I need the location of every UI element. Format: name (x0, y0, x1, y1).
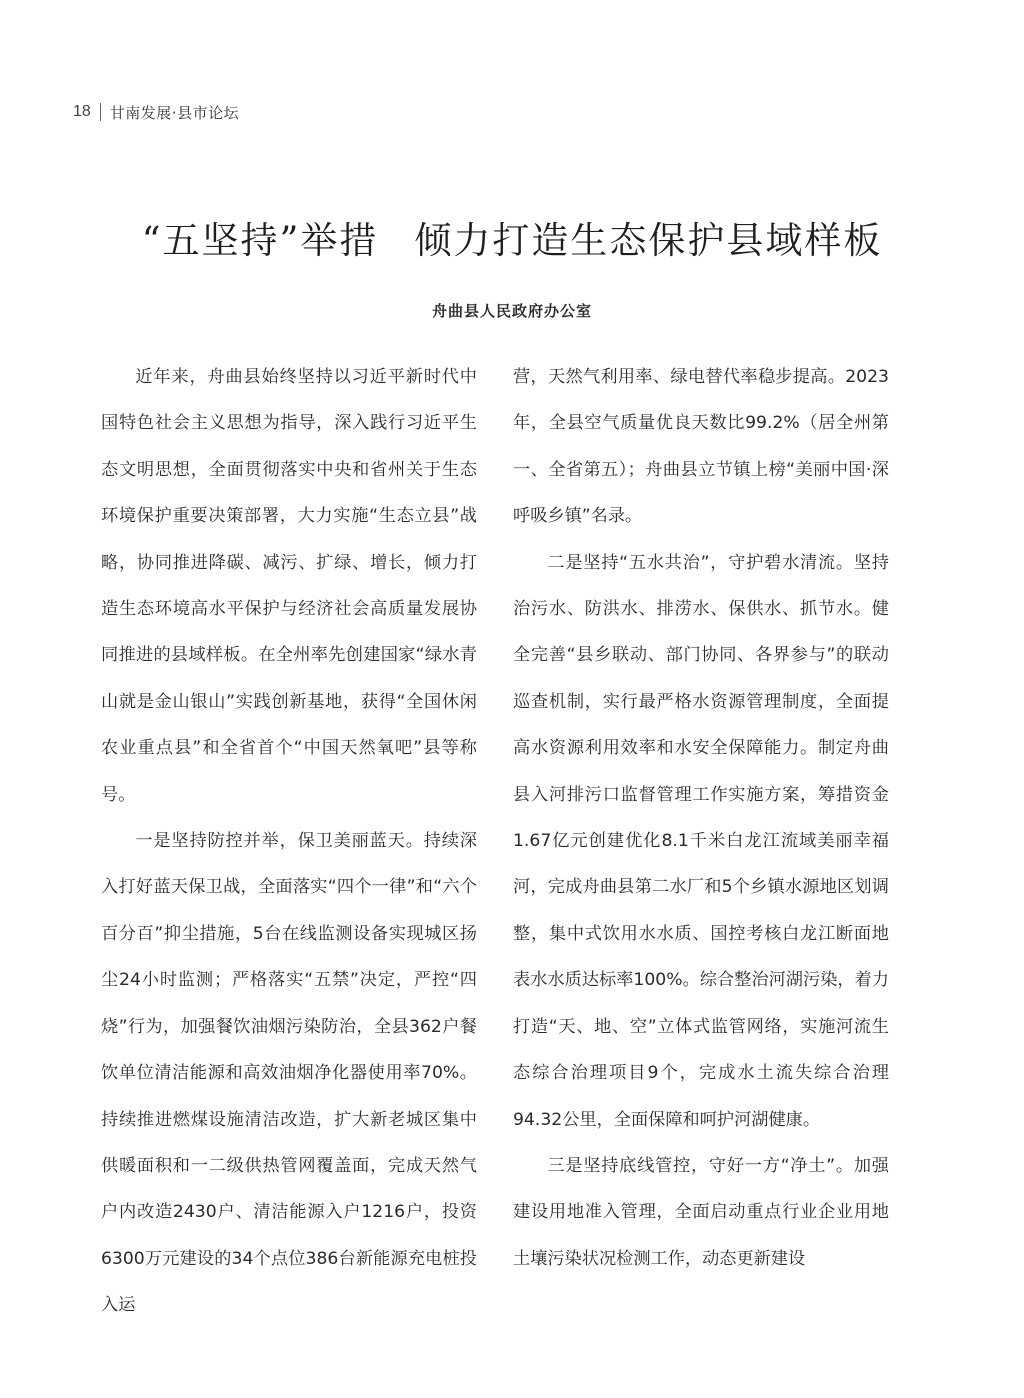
section-name: 甘南发展·县市论坛 (109, 103, 240, 122)
left-column (101, 354, 477, 1329)
article-title (0, 210, 1024, 264)
page-number: 18 (73, 103, 91, 120)
paragraph-blue-sky-continued: 营，天然气利用率、绿电替代率稳步提高。2023年，全县空气质量优良天数比99.2%（居全州第一、全省第五）；舟曲县立节镇上榜“美丽中国·深呼吸乡镇”名录。 (513, 367, 889, 527)
article-title-part1: “五坚持”举措 (141, 219, 379, 262)
paragraph-water: 二是坚持“五水共治”，守护碧水清流。坚持治污水、防洪水、排涝水、保供水、抓节水。健全完善“县乡联动、部门协同、各界参与”的联动巡查机制，实行最严格水资源管理制度，全面提高水资源利用效率和水安全保障能力。制定舟曲县入河排污口监督管理工作实施方案，筹措资金1.67亿元创建优化8.1千米白龙江流域美丽幸福河，完成舟曲县第二水厂和5个乡镇水源地区划调整，集中式饮用水水质、国控考核白龙江断面地表水水质达标率100%。综合整治河湖污染，着力打造“天、地、空”立体式监管网络，实施河流生态综合治理项目9个，完成水土流失综合治理94.32公里，全面保障和呵护河湖健康。 (513, 552, 889, 1130)
article-title-part2: 倾力打造生态保护县域样板 (414, 219, 883, 262)
header-divider (100, 103, 101, 121)
paragraph-blue-sky: 一是坚持防控并举，保卫美丽蓝天。持续深入打好蓝天保卫战，全面落实“四个一律”和“六个百分百”抑尘措施，5台在线监测设备实现城区扬尘24小时监测；严格落实“五禁”决定，严控“四烧”行为，加强餐饮油烟污染防治，全县362户餐饮单位清洁能源和高效油烟净化器使用率70%。持续推进燃煤设施清洁改造，扩大新老城区集中供暖面积和一二级供热管网覆盖面，完成天然气户内改造2430户、清洁能源入户1216户，投资6300万元建设的34个点位386台新能源充电桩投入运 (101, 831, 477, 1316)
right-column (513, 354, 889, 1282)
article-author: 舟曲县人民政府办公室 (431, 302, 592, 320)
paragraph-intro: 近年来，舟曲县始终坚持以习近平新时代中国特色社会主义思想为指导，深入践行习近平生态文明思想，全面贯彻落实中央和省州关于生态环境保护重要决策部署，大力实施“生态立县”战略，协同推进降碳、减污、扩绿、增长，倾力打造生态环境高水平保护与经济社会高质量发展协同推进的县域样板。在全州率先创建国家“绿水青山就是金山银山”实践创新基地，获得“全国休闲农业重点县”和全省首个“中国天然氧吧”县等称号。 (101, 367, 477, 805)
paragraph-soil: 三是坚持底线管控，守好一方“净土”。加强建设用地准入管理，全面启动重点行业企业用地土壤污染状况检测工作，动态更新建设 (513, 1155, 889, 1269)
running-header (73, 100, 239, 124)
